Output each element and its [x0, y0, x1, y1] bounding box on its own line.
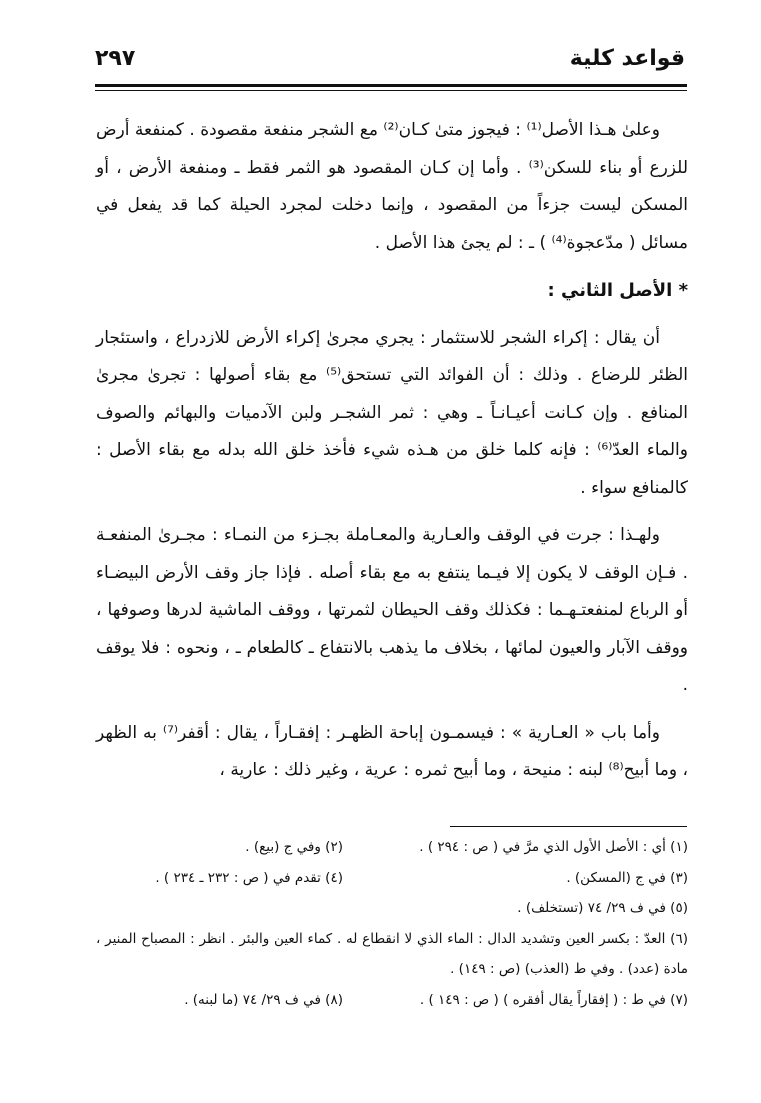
chapter-title: قواعد كلية	[569, 46, 685, 71]
section-heading: * الأصل الثاني :	[547, 280, 688, 301]
footnote-row	[96, 832, 688, 863]
footnote-7: (٧) في ط : ( إفقاراً يقال أفقره ) ( ص : ١٤٩ ) .	[419, 991, 688, 1008]
main-text	[96, 112, 688, 800]
paragraph-1: وعلىٰ هـذا الأصل⁽¹⁾ : فيجوز متىٰ كـان⁽²⁾ مع الشجر منفعة مقصودة . كمنفعة أرض للزرع أو بناء للسكن⁽³⁾ . وأما إن كـان المقصود هو الثمر فقط ـ ومنفعة الأرض ، أو المسكن ليست جزءاً من المقصود ، وإنما دخلت لمجرد الحيلة كما قد يفعل في مسائل ( مدّعجوة⁽⁴⁾ ) ـ : لم يجئ هذا الأصل .	[96, 120, 688, 253]
footnote-4: (٤) تقدم في ( ص : ٢٣٢ ـ ٢٣٤ ) .	[155, 869, 343, 886]
page-number: ٢٩٧	[95, 46, 136, 71]
footnote-3: (٣) في ج (المسكن) .	[566, 869, 688, 886]
footnote-1: (١) أي : الأصل الأول الذي مرَّ في ( ص : ٢٩٤ ) .	[419, 839, 688, 855]
footnote-2: (٢) وفي ج (بيع) .	[245, 839, 343, 855]
paragraph-2: أن يقال : إكراء الشجر للاستثمار : يجري مجرىٰ إكراء الأرض للازدراع ، واستئجار الظئر للرضاع . وذلك : أن الفوائد التي تستحق⁽⁵⁾ مع بقاء أصولها : تجرىٰ مجرىٰ المنافع . وإن كـانت أعيـانـاً ـ وهي : ثمر الشجـر ولبن الآدميات والبهائم والصوف والماء العدّ⁽⁶⁾ : فإنه كلما خلق من هـذه شيء فأخذ خلق الله بدله مع بقاء الأصل : كالمنافع سواء .	[96, 327, 688, 498]
paragraph-3: ولهـذا : جرت في الوقف والعـارية والمعـاملة بجـزء من النمـاء : مجـرىٰ المنفعـة . فـإن الوقف لا يكون إلا فيـما ينتفع به مع بقاء أصله . فإذا جاز وقف الأرض البيضـاء أو الرباع لمنفعتـهـما : فكذلك وقف الحيطان لثمرتها ، ووقف الماشية لدرها وصوفها ، ووقف الآبار والعيون لمائها ، بخلاف ما يذهب بالانتفاع ـ كالطعام ـ ، ونحوه : فلا يوقف .	[96, 525, 688, 695]
paragraph-4: وأما باب « العـارية » : فيسمـون إباحة الظهـر : إفقـاراً ، يقال : أقفر⁽⁷⁾ به الظهر ، وما أبيح⁽⁸⁾ لبنه : منيحة ، وما أبيح ثمره : عرية ، وغير ذلك : عارية ،	[96, 722, 688, 780]
footnote-separator	[450, 826, 687, 827]
running-header	[95, 40, 685, 80]
footnote-6: (٦) العدّ : بكسر العين وتشديد الدال : الماء الذي لا انقطاع له . كماء العين والبئر . انظر : المصباح المنير ، مادة (عدد) . وفي ط (العذب) (ص : ١٤٩) .	[96, 930, 688, 977]
footnotes	[96, 832, 688, 1015]
footnote-row	[96, 985, 688, 1016]
footnote-row	[96, 893, 688, 924]
footnote-5: (٥) في ف ٢٩/ ٧٤ (تستخلف) .	[517, 900, 688, 916]
footnote-row	[96, 863, 688, 894]
footnote-8: (٨) في ف ٢٩/ ٧٤ (ما لبنه) .	[184, 991, 343, 1008]
header-rule-thick	[95, 84, 687, 87]
header-rule-thin	[95, 90, 687, 91]
